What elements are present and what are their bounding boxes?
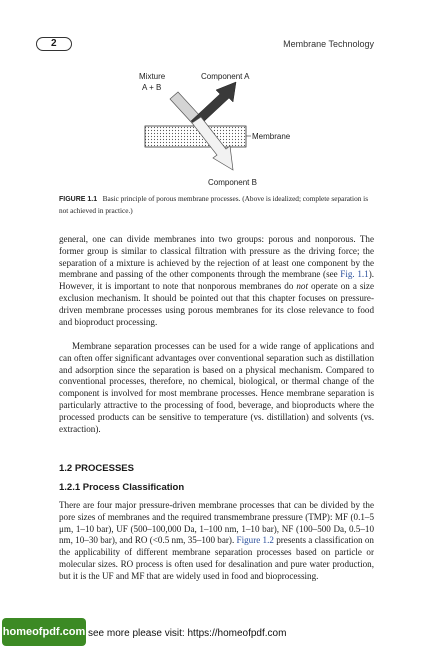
paragraph-2: Membrane separation processes can be used for a wide range of applications and can often offer significant advantages over conventional separation such as distillation and adsorption since the separation is based on a physical mechanism. Compared to conventional processes, therefore, no chemical, biological, or thermal change of the component is involved for most membrane processes. Hence membrane separation is particularly attractive to the processing of food, beverage, and bioproducts where the processed products can be sensitive to temperature (vs. distillation) and solvents (vs. extraction). <box>59 341 374 434</box>
paragraph-1-text-b: ). However, it is important to note that nonporous membranes do <box>59 269 374 292</box>
paragraph-1-text-a: general, one can divide membranes into two groups: porous and nonporous. The former group is similar to classical filtration with pressure as the driving force; the separation of a mixture is achieved by the rejection of at least one component by the membrane and passing of the other components through the membrane (see <box>59 234 374 280</box>
paragraph-3-text-b: presents a classification on the applicability of different membrane separation processes based on particle or molecular sizes. RO process is often used for desalination and pure water production, but it is the UF and MF that are widely used in food and bioprocessing. <box>59 535 374 581</box>
subsection-heading: 1.2.1 Process Classification <box>59 482 185 493</box>
component-b-label: Component B <box>208 178 257 187</box>
paragraph-3-text-a: There are four major pressure-driven membrane processes that can be divided by the pore sizes of membranes and the required transmembrane pressure (TMP): MF (0.1–5 μm, 1–10 bar), UF (500–100,000 Da, 1–100 nm, 1–10 bar), NF (100–500 Da, 0.5–10 nm, 10–30 bar), and RO (<0.5 nm, 35–100 bar). <box>59 500 374 546</box>
footer-banner <box>0 612 432 648</box>
figure-1-1-link[interactable]: Fig. 1.1 <box>340 269 369 280</box>
paragraph-3 <box>59 500 374 583</box>
paragraph-1 <box>59 234 374 328</box>
component-a-label: Component A <box>201 72 250 81</box>
running-header: Membrane Technology <box>283 39 374 49</box>
membrane-layer <box>145 126 246 147</box>
mixture-label-line1: Mixture <box>139 72 166 81</box>
caption-text: Basic principle of porous membrane processes. (Above is idealized; complete separation is not achieved in practice.) <box>59 194 369 215</box>
visit-link[interactable]: see more please visit: https://homeofpdf.com <box>88 628 287 639</box>
paragraph-1-text-c: operate on a size exclusion mechanism. It should be pointed out that this chapter focuses on pressure-driven membrane processes using porous membranes for its close relevance to food and bioproduct processing. <box>59 281 374 327</box>
page-number: 2 <box>51 38 57 49</box>
membrane-label: Membrane <box>252 132 291 141</box>
site-logo[interactable]: homeofpdf.com <box>2 618 86 646</box>
figure-caption <box>59 193 374 216</box>
page-number-badge <box>36 37 72 51</box>
section-heading: 1.2 PROCESSES <box>59 463 134 474</box>
figure-1-2-link[interactable]: Figure 1.2 <box>236 535 274 546</box>
mixture-label-line2: A + B <box>142 83 162 92</box>
paragraph-1-emphasis: not <box>296 281 308 292</box>
caption-label: FIGURE 1.1 <box>59 196 98 203</box>
figure-1-1 <box>0 60 432 195</box>
